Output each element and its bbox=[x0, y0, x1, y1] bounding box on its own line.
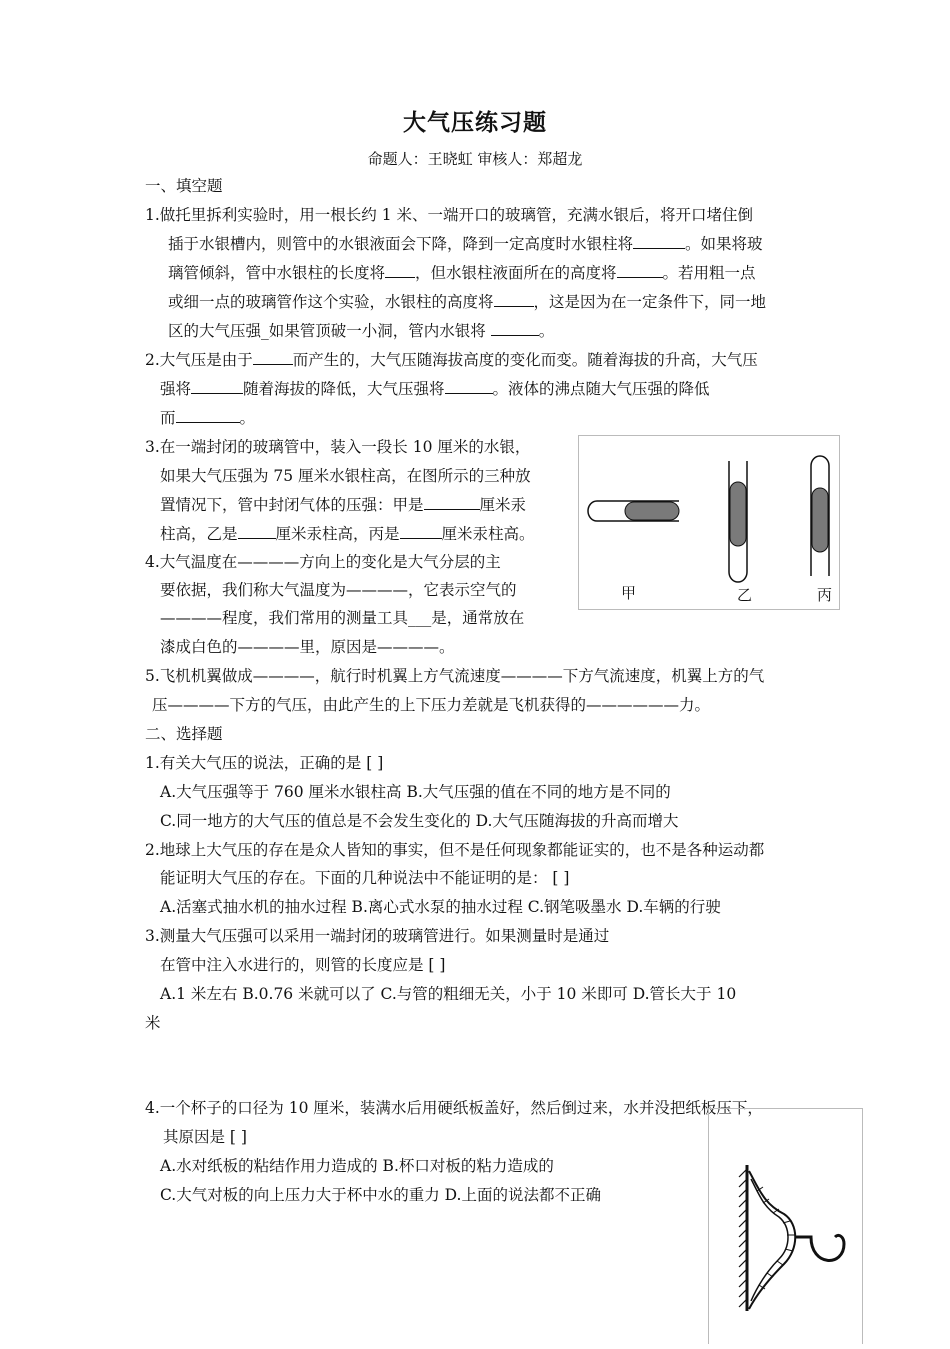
c4-line-2: 其原因是 [ ] bbox=[163, 1128, 247, 1146]
c3-options-wrap: 米 bbox=[145, 1014, 161, 1032]
q4-line-3: ————程度，我们常用的测量工具___是，通常放在 bbox=[160, 609, 525, 627]
section-heading-choice: 二、选择题 bbox=[145, 725, 223, 743]
answer-blank[interactable] bbox=[491, 321, 539, 336]
q4-line-4: 漆成白色的————里，原因是————。 bbox=[160, 638, 455, 656]
tube-jia bbox=[588, 501, 679, 521]
q3-line-3: 置情况下，管中封闭气体的压强：甲是 厘米汞 bbox=[160, 496, 527, 514]
answer-blank[interactable] bbox=[494, 292, 534, 307]
answer-blank[interactable] bbox=[253, 350, 293, 365]
q2-line-2: 强将 随着海拔的降低，大气压强将 。液体的沸点随大气压强的降低 bbox=[160, 380, 710, 398]
c4-option-cd: C.大气对板的向上压力大于杯中水的重力 D.上面的说法都不正确 bbox=[160, 1186, 601, 1204]
section-heading-fill: 一、填空题 bbox=[145, 177, 223, 195]
tube-bing bbox=[811, 456, 829, 576]
label-yi: 乙 bbox=[737, 586, 753, 604]
answer-blank[interactable] bbox=[424, 495, 480, 510]
q2-line-1: 2.大气压是由于 而产生的，大气压随海拔高度的变化而变。随着海拔的升高，大气压 bbox=[145, 351, 758, 369]
q1-line-3: 璃管倾斜，管中水银柱的长度将 ，但水银柱液面所在的高度将 。若用粗一点 bbox=[168, 264, 756, 282]
c1-option-ab: A.大气压强等于 760 厘米水银柱高 B.大气压强的值在不同的地方是不同的 bbox=[160, 783, 671, 801]
q5-line-1: 5.飞机机翼做成————，航行时机翼上方气流速度————下方气流速度，机翼上方的气 bbox=[145, 667, 765, 685]
q4-line-2: 要依据，我们称大气温度为————，它表示空气的 bbox=[160, 581, 517, 599]
suction-hook-figure bbox=[708, 1108, 863, 1344]
answer-blank[interactable] bbox=[445, 379, 493, 394]
q2-line-3: 而 。 bbox=[160, 409, 256, 427]
suction-hook-icon bbox=[709, 1109, 862, 1345]
q1-line-1: 1.做托里拆利实验时，用一根长约 1 米、一端开口的玻璃管，充满水银后，将开口堵住倒 bbox=[145, 206, 754, 224]
q5-line-2: 压————下方的气压，由此产生的上下压力差就是飞机获得的——————力。 bbox=[152, 696, 711, 714]
c2-options: A.活塞式抽水机的抽水过程 B.离心式水泵的抽水过程 C.钢笔吸墨水 D.车辆的行驶 bbox=[160, 898, 721, 916]
answer-blank[interactable] bbox=[385, 263, 415, 278]
q3-line-1: 3.在一端封闭的玻璃管中，装入一段长 10 厘米的水银， bbox=[145, 438, 531, 456]
q3-line-4: 柱高，乙是 厘米汞柱高，丙是 厘米汞柱高。 bbox=[160, 525, 535, 543]
answer-blank[interactable] bbox=[191, 379, 243, 394]
c1-line-1: 1.有关大气压的说法，正确的是 [ ] bbox=[145, 754, 384, 772]
answer-blank[interactable] bbox=[400, 524, 442, 539]
answer-blank[interactable] bbox=[633, 234, 685, 249]
label-bing: 丙 bbox=[817, 586, 833, 604]
c2-line-2: 能证明大气压的存在。下面的几种说法中不能证明的是： [ ] bbox=[160, 869, 570, 887]
answer-blank[interactable] bbox=[238, 524, 276, 539]
tube-figure bbox=[578, 435, 840, 610]
q1-line-4: 或细一点的玻璃管作这个实验，水银柱的高度将 ，这是因为在一定条件下，同一地 bbox=[168, 293, 767, 311]
c3-options: A.1 米左右 B.0.76 米就可以了 C.与管的粗细无关，小于 10 米即可 D.管长大于 10 bbox=[160, 985, 737, 1003]
tube-diagram bbox=[579, 436, 839, 609]
author-line: 命题人：王晓虹 审核人：郑超龙 bbox=[367, 150, 583, 168]
c3-line-2: 在管中注入水进行的，则管的长度应是 [ ] bbox=[160, 956, 446, 974]
q3-line-2: 如果大气压强为 75 厘米水银柱高，在图所示的三种放 bbox=[160, 467, 531, 485]
tube-yi bbox=[729, 461, 747, 582]
answer-blank[interactable] bbox=[176, 408, 240, 423]
q1-line-5: 区的大气压强_如果管顶破一小洞，管内水银将 。 bbox=[168, 322, 555, 340]
c1-option-cd: C.同一地方的大气压的值总是不会发生变化的 D.大气压随海拔的升高而增大 bbox=[160, 812, 679, 830]
c4-line-1: 4.一个杯子的口径为 10 厘米，装满水后用硬纸板盖好，然后倒过来，水并没把纸板压下， bbox=[145, 1099, 763, 1117]
c4-option-ab: A.水对纸板的粘结作用力造成的 B.杯口对板的粘力造成的 bbox=[160, 1157, 554, 1175]
c3-line-1: 3.测量大气压强可以采用一端封闭的玻璃管进行。如果测量时是通过 bbox=[145, 927, 610, 945]
q4-line-1: 4.大气温度在————方向上的变化是大气分层的主 bbox=[145, 553, 501, 571]
label-jia: 甲 bbox=[621, 584, 637, 602]
c2-line-1: 2.地球上大气压的存在是众人皆知的事实，但不是任何现象都能证实的，也不是各种运动都 bbox=[145, 841, 765, 859]
page-title: 大气压练习题 bbox=[403, 109, 547, 136]
answer-blank[interactable] bbox=[617, 263, 663, 278]
q1-line-2: 插于水银槽内，则管中的水银液面会下降，降到一定高度时水银柱将 。如果将玻 bbox=[168, 235, 763, 253]
